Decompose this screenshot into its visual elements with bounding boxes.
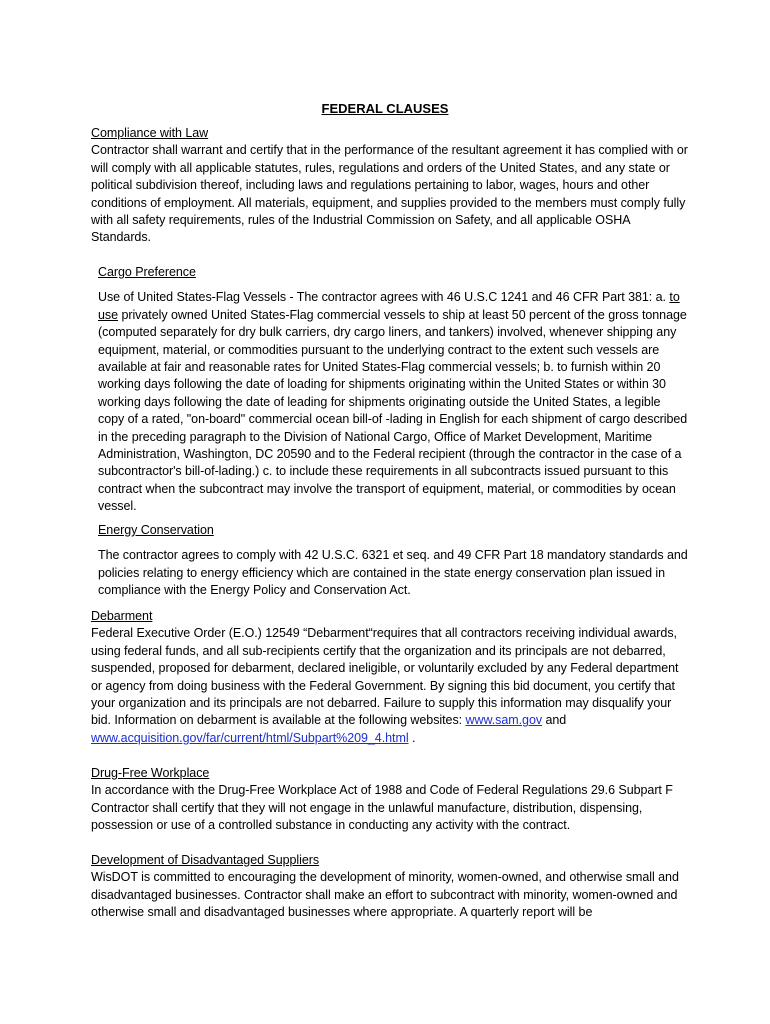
section-drug-free-workplace bbox=[91, 765, 691, 835]
section-heading: Development of Disadvantaged Suppliers bbox=[91, 853, 320, 867]
section-body: The contractor agrees to comply with 42 U.S.C. 6321 et seq. and 49 CFR Part 18 mandatory standards and policies relating to energy efficiency which are contained in the state energy conservation plan issued in compliance with the Energy Policy and Conservation Act. bbox=[98, 548, 688, 598]
acquisition-gov-link[interactable]: www.acquisition.gov/far/current/html/Subpart%209_4.html bbox=[91, 730, 409, 745]
body-text: Federal Executive Order (E.O.) 12549 “Debarment“requires that all contractors receiving individual awards, using federal funds, and all sub-recipients certify that the organization and its principals are not debarred, suspended, proposed for debarment, declared ineligible, or voluntarily excluded by any Federal department or agency from doing business with the Federal Government. By signing this bid document, you certify that your organization and its principals are not debarred. Failure to supply this information may disqualify your bid. Information on debarment is available at the following websites: bbox=[91, 626, 679, 728]
sam-gov-link[interactable]: www.sam.gov bbox=[465, 713, 543, 728]
body-intro: Use of United States-Flag Vessels - The contractor agrees with 46 U.S.C 1241 and 46 CFR Part 381: a. bbox=[98, 290, 670, 305]
section-heading: Drug-Free Workplace bbox=[91, 766, 210, 780]
end-text: . bbox=[408, 730, 416, 745]
body-rest: privately owned United States-Flag commercial vessels to ship at least 50 percent of the gross tonnage (computed separately for dry bulk carriers, dry cargo liners, and tankers) involved, whenever shipping any equipment, material, or commodities pursuant to the underlying contract to the extent such vessels are available at fair and reasonable rates for United States-Flag commercial vessels; b. to furnish within 20 working days following the date of loading for shipments originating within the United States or within 30 working days following the date of leading for shipments originating outside the United States, a legible copy of a rated, "on-board" commercial ocean bill-of -lading in English for each shipment of cargo described in the preceding paragraph to the Division of National Cargo, Office of Market Development, Maritime Administration, Washington, DC 20590 and to the Federal recipient (through the contractor in the case of a subcontractor's bill-of-lading.) c. to include these requirements in all subcontracts issued pursuant to this contract when the subcontract may involve the transport of equipment, material, or commodities by ocean vessel. bbox=[98, 307, 688, 514]
section-heading: Energy Conservation bbox=[98, 523, 214, 537]
body-underlined-phrase: to use bbox=[98, 290, 680, 322]
section-body: In accordance with the Drug-Free Workplace Act of 1988 and Code of Federal Regulations 29.6 Subpart F Contractor shall certify that they will not engage in the unlawful manufacture, distribution, dispensing, possession or use of a controlled substance in conducting any activity with the contract. bbox=[91, 783, 673, 833]
section-energy-conservation bbox=[98, 522, 688, 600]
section-cargo-preference bbox=[98, 264, 688, 516]
section-heading: Compliance with Law bbox=[91, 126, 209, 140]
document-title: FEDERAL CLAUSES bbox=[321, 101, 449, 116]
section-heading: Debarment bbox=[91, 609, 153, 623]
and-text: and bbox=[542, 713, 567, 728]
section-heading: Cargo Preference bbox=[98, 265, 196, 279]
section-body: Contractor shall warrant and certify that in the performance of the resultant agreement it has complied with or will comply with all applicable statutes, rules, regulations and orders of the United States, and any state or political subdivision thereof, including laws and regulations pertaining to labor, wages, hours and other conditions of employment. All materials, equipment, and supplies provided to the members must comply fully with all safety requirements, rules of the Industrial Commission on Safety, and all applicable OSHA Standards. bbox=[91, 143, 688, 245]
section-compliance bbox=[91, 125, 691, 247]
section-body: WisDOT is committed to encouraging the development of minority, women-owned, and otherwise small and disadvantaged businesses. Contractor shall make an effort to subcontract with minority, women-owned and otherwise small and disadvantaged businesses where appropriate. A quarterly report will be bbox=[91, 870, 679, 920]
section-disadvantaged-suppliers bbox=[91, 852, 691, 922]
section-debarment bbox=[91, 608, 691, 747]
section-body bbox=[98, 289, 688, 515]
section-body bbox=[91, 625, 691, 747]
